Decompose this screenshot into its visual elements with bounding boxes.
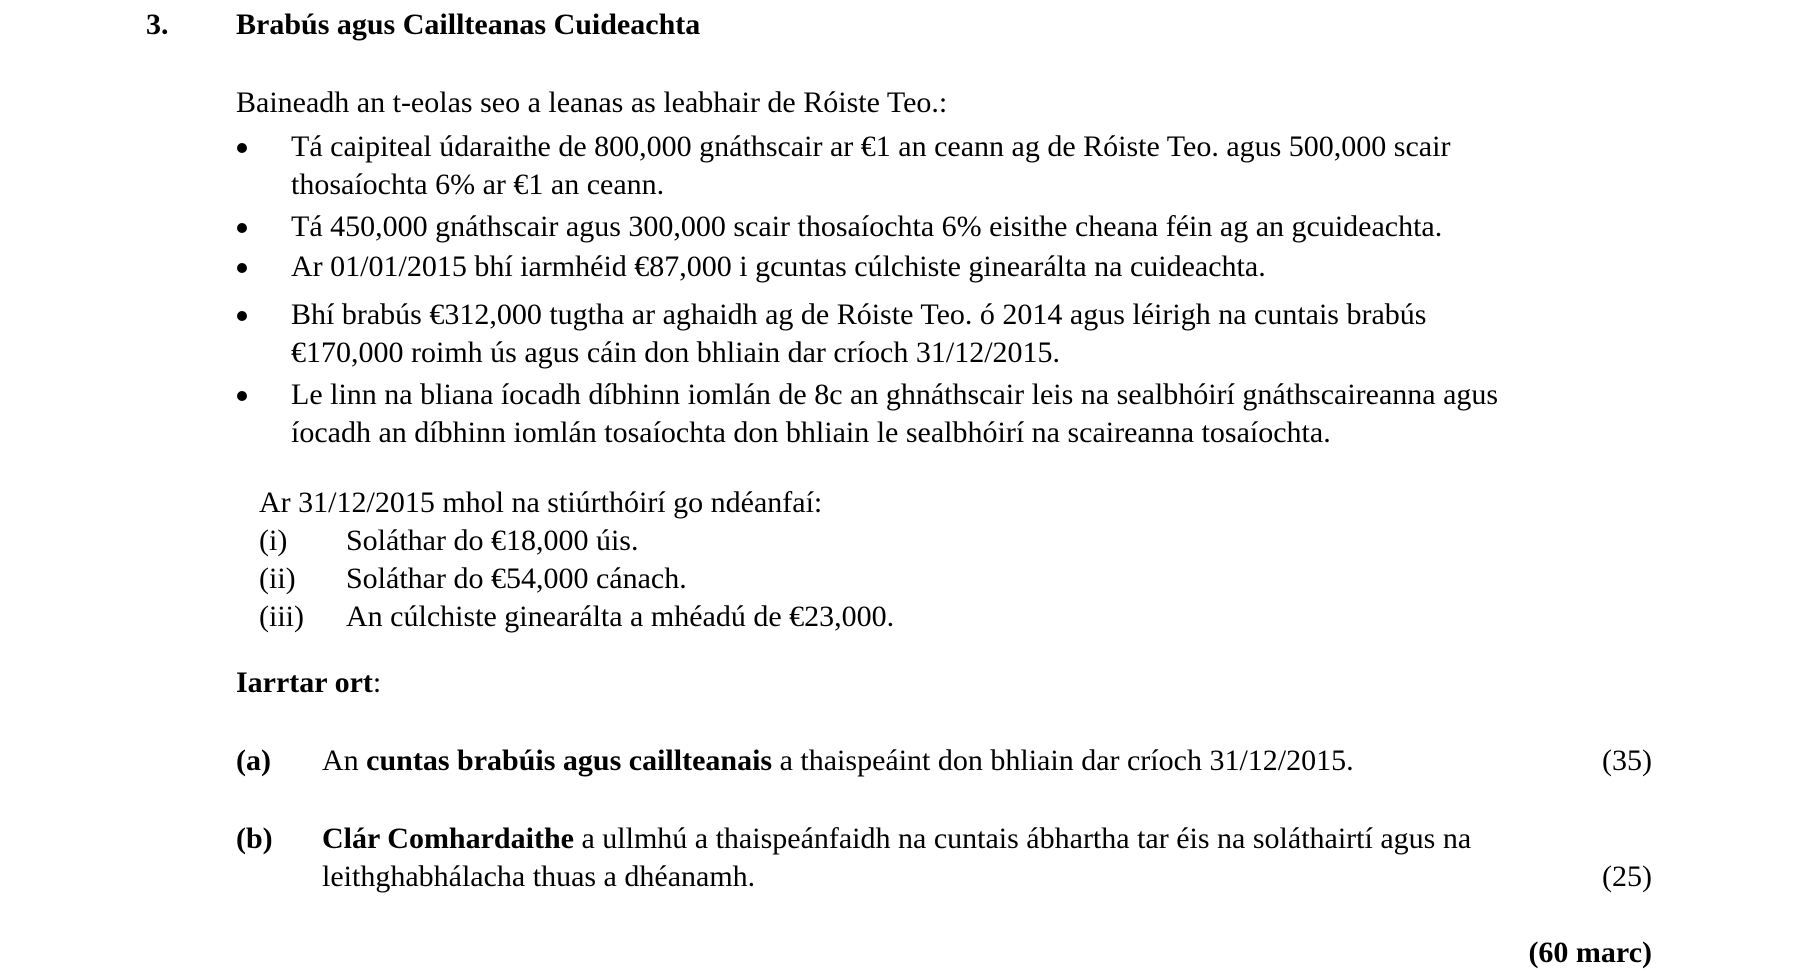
question-title: Brabús agus Caillteanas Cuideachta xyxy=(236,8,701,41)
question-number: 3. xyxy=(146,8,169,41)
recommendation-label: (i) xyxy=(259,524,288,557)
part-b-text xyxy=(322,820,1471,858)
bullet-line: íocadh an díbhinn iomlán tosaíochta don bhliain le sealbhóirí na scaireanna tosaíochta. xyxy=(291,416,1331,449)
part-a-text xyxy=(322,742,1354,780)
recommendation-label: (ii) xyxy=(259,562,296,595)
required-colon: : xyxy=(372,666,382,699)
part-b-marks: (25) xyxy=(1602,860,1652,893)
recommendation-text: Soláthar do €54,000 cánach. xyxy=(346,562,687,595)
total-marks: (60 marc) xyxy=(1528,936,1652,969)
bullet-icon xyxy=(237,263,247,273)
recommendation-label: (iii) xyxy=(259,600,304,633)
bullet-line: €170,000 roimh ús agus cáin don bhliain dar críoch 31/12/2015. xyxy=(291,336,1061,369)
part-b-post: a ullmhú a thaispeánfaidh na cuntais ábhartha tar éis na soláthairtí agus na xyxy=(573,822,1472,855)
part-a-label: (a) xyxy=(236,744,271,777)
part-b-line2: leithghabhálacha thuas a dhéanamh. xyxy=(322,860,756,893)
recommend-intro: Ar 31/12/2015 mhol na stiúrthóirí go ndéanfaí: xyxy=(259,486,823,519)
intro-text: Baineadh an t-eolas seo a leanas as leabhair de Róiste Teo.: xyxy=(236,86,948,119)
bullet-icon xyxy=(237,391,247,401)
bullet-icon xyxy=(237,143,247,153)
part-a-marks: (35) xyxy=(1602,744,1652,777)
part-b-label: (b) xyxy=(236,822,273,855)
bullet-line: Bhí brabús €312,000 tugtha ar aghaidh ag de Róiste Teo. ó 2014 agus léirigh na cuntais brabús xyxy=(291,298,1427,331)
part-a-bold: cuntas brabúis agus caillteanais xyxy=(366,744,773,777)
bullet-line: Tá 450,000 gnáthscair agus 300,000 scair thosaíochta 6% eisithe cheana féin ag an gcuideachta. xyxy=(291,210,1443,243)
bullet-line: Ar 01/01/2015 bhí iarmhéid €87,000 i gcuntas cúlchiste ginearálta na cuideachta. xyxy=(291,250,1266,283)
bullet-icon xyxy=(237,223,247,233)
part-a-pre: An xyxy=(322,744,367,777)
bullet-line: Le linn na bliana íocadh díbhinn iomlán de 8c an ghnáthscair leis na sealbhóirí gnáthscaireanna agus xyxy=(291,378,1499,411)
recommendation-text: An cúlchiste ginearálta a mhéadú de €23,000. xyxy=(346,600,895,633)
bullet-line: Tá caipiteal údaraithe de 800,000 gnáthscair ar €1 an ceann ag de Róiste Teo. agus 500,000 scair xyxy=(291,130,1451,163)
required-heading xyxy=(236,664,381,702)
part-b-bold: Clár Comhardaithe xyxy=(322,822,574,855)
part-a-post: a thaispeáint don bhliain dar críoch 31/12/2015. xyxy=(772,744,1354,777)
required-label: Iarrtar ort xyxy=(236,666,373,699)
bullet-icon xyxy=(237,311,247,321)
bullet-line: thosaíochta 6% ar €1 an ceann. xyxy=(291,168,665,201)
recommendation-text: Soláthar do €18,000 úis. xyxy=(346,524,639,557)
